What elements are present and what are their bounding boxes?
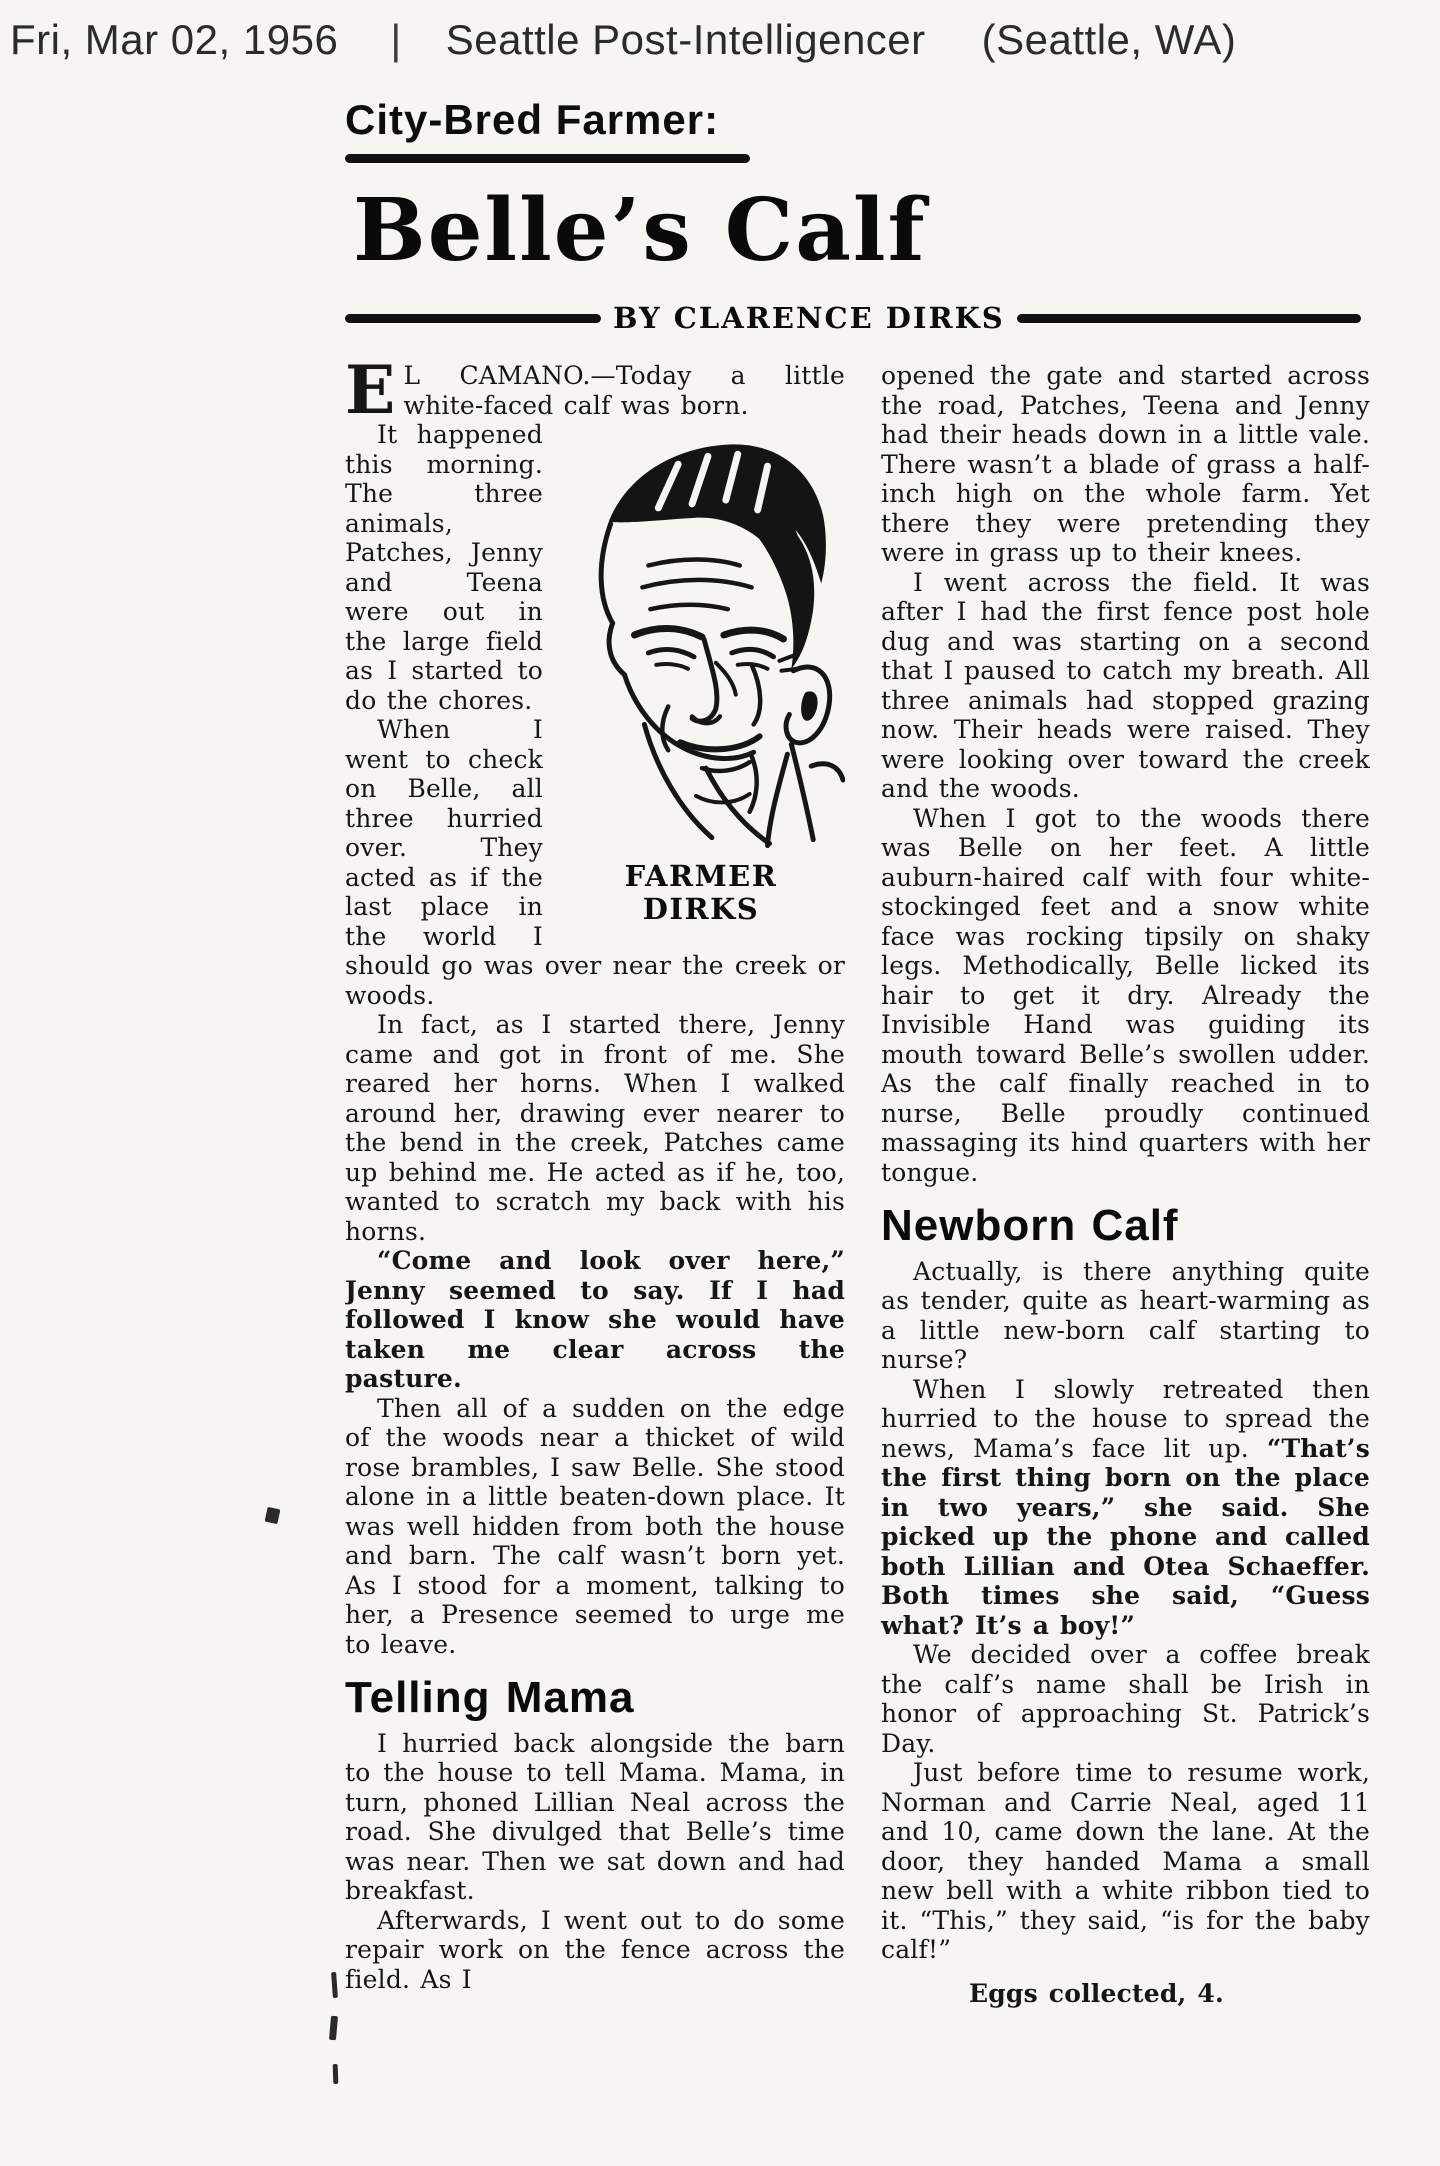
byline-rule-right: [1017, 314, 1361, 323]
paragraph-normal-part: When I slowly retreated then hurried to the house to spread the news, Mama’s face lit up.: [881, 1374, 1370, 1463]
paragraph: When I went to check on Belle, all three hurried over. They acted as if the last place in the world I should go was over near the creek or woods.: [345, 715, 845, 1010]
scan-artifact-mark: [333, 2064, 339, 2084]
paragraph-eggs-collected: Eggs collected, 4.: [969, 1978, 1224, 2008]
article: [345, 96, 1370, 2166]
kicker: City-Bred Farmer:: [345, 96, 720, 143]
paragraph: Then all of a sudden on the edge of the woods near a thicket of wild rose brambles, I saw Belle. She stood alone in a little beaten-down place. It was well hidden from both the house and barn. The calf wasn’t born yet. As I stood for a moment, talking to her, a Presence seemed to urge me to leave.: [345, 1393, 845, 1659]
byline-rule-left: [345, 314, 601, 323]
paragraph: I went across the field. It was after I had the first fence post hole dug and was starting on a second that I paused to catch my breath. All three animals had stopped grazing now. Their heads were raised. They were looking over toward the creek and the woods.: [881, 567, 1370, 803]
paragraph: Just before time to resume work, Norman and Carrie Neal, aged 11 and 10, came down the lane. At the door, they handed Mama a small new bell with a white ribbon tied to it. “This,” they said, “is for the baby calf!”: [881, 1758, 1370, 1964]
paragraph: We decided over a coffee break the calf’s name shall be Irish in honor of approaching St. Patrick’s Day.: [881, 1640, 1370, 1758]
paragraph: I hurried back alongside the barn to the house to tell Mama. Mama, in turn, phoned Lillian Neal across the road. She divulged that Belle’s time was near. Then we sat down and had breakfast.: [345, 1728, 845, 1905]
subhead-telling-mama: Telling Mama: [345, 1673, 635, 1722]
paragraph-mixed: [881, 1375, 1370, 1641]
subhead-newborn-calf: Newborn Calf: [881, 1201, 1179, 1250]
paragraph-lede: [345, 361, 845, 429]
scan-artifact-mark: [265, 1507, 281, 1524]
paragraph: When I got to the woods there was Belle on her feet. A little auburn-haired calf with four white-stockinged feet and a snow white face was rocking tipsily on shaky legs. Methodically, Belle licked its hair to get it dry. Already the Invisible Hand was guiding its mouth toward Belle’s swollen udder. As the calf finally reached in to nurse, Belle proudly continued massaging its hind quarters with her tongue.: [881, 803, 1370, 1187]
scan-artifact-mark: [329, 2016, 338, 2041]
paragraph: Actually, is there anything quite as tender, quite as heart-warming as a little new-born calf starting to nurse?: [881, 1256, 1370, 1374]
paragraph: In fact, as I started there, Jenny came and got in front of me. She reared her horns. When I walked around her, drawing ever nearer to the bend in the creek, Patches came up behind me. He acted as if he, too, wanted to scratch my back with his horns.: [345, 1010, 845, 1246]
headline: Belle’s Calf: [353, 180, 927, 281]
publication-location: (Seattle, WA): [981, 16, 1237, 63]
header-separator: |: [390, 16, 402, 63]
paragraph-bold-quote: “Come and look over here,” Jenny seemed to say. If I had followed I know she would have taken me clear across the pasture.: [345, 1246, 845, 1393]
portrait-caption: [557, 860, 845, 926]
drop-cap: E: [345, 361, 396, 429]
byline: BY CLARENCE DIRKS: [613, 301, 1005, 335]
lede-text: L CAMANO.—Today a little white-faced calf was born.: [403, 361, 845, 420]
column-right: [881, 361, 1370, 2166]
paragraph: opened the gate and started across the road, Patches, Teena and Jenny had their heads down in a little vale. There wasn’t a blade of grass a half-inch high on the whole farm. Yet there they were pretending they were in grass up to their knees.: [881, 361, 1370, 567]
paragraph-bold-part: “That’s the first thing born on the place in two years,” she said. She picked up the phone and called both Lillian and Otea Schaeffer. Both times she said, “Guess what? It’s a boy!”: [881, 1433, 1370, 1640]
portrait-caption-line2: DIRKS: [642, 892, 760, 926]
farmer-portrait-sketch-icon: [557, 424, 845, 852]
kicker-rule: [345, 154, 750, 163]
paragraph: Afterwards, I went out to do some repair work on the fence across the field. As I: [345, 1905, 845, 1994]
column-left: [345, 361, 845, 2166]
portrait-caption-line1: FARMER: [624, 859, 778, 893]
publication-name: Seattle Post-Intelligencer: [445, 16, 926, 63]
clipping-date: Fri, Mar 02, 1956: [10, 16, 339, 63]
portrait-figure: [557, 424, 845, 926]
scan-artifact-mark: [331, 1972, 338, 1998]
clipping-source-header: [10, 16, 1434, 64]
paragraph: It happened this morning. The three animals, Patches, Jenny and Teena were out in the large field as I started to do the chores.: [345, 420, 543, 715]
article-columns: [345, 361, 1370, 2166]
byline-row: [345, 301, 1361, 335]
